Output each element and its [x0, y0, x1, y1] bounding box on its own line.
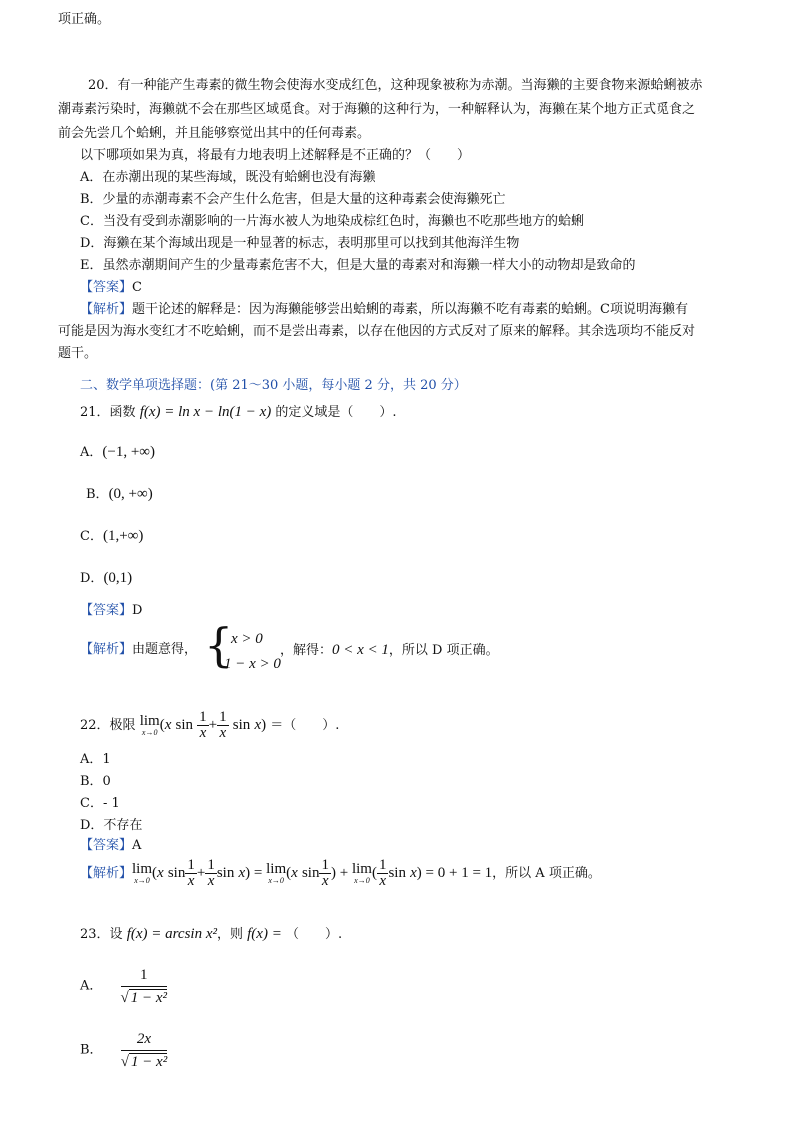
- q22-answer: [80, 838, 141, 854]
- q22-option-c: C．- 1: [80, 796, 120, 811]
- q20-analysis-line3: 题干。: [58, 346, 98, 361]
- option-value: (−1, +∞): [102, 444, 155, 460]
- solution-range: 0 < x < 1: [332, 642, 389, 658]
- answer-value: C: [132, 280, 142, 295]
- analysis-text: 由题意得，: [132, 642, 198, 657]
- q22-stem: 22．极限 lim x→0 (x sin $\frac{1}{x}$ + $\frac{1}{x}$ sin x) ＝（ ）.: [80, 709, 340, 741]
- q21-option-d: [80, 570, 132, 587]
- q23-option-b: [80, 1028, 167, 1073]
- numerator: 2x: [121, 1028, 168, 1051]
- q21-number: 21．函数: [80, 405, 136, 420]
- q23-mid: ，则: [216, 927, 243, 942]
- denominator: 1 − x²: [130, 1054, 168, 1070]
- fraction: $\frac{2x}{\text{√ 1 − x²}}$: [121, 1028, 168, 1073]
- q21-function: f(x) = ln x − ln(1 − x): [139, 404, 272, 420]
- carry-over-text: 项正确。: [58, 12, 111, 27]
- limit-operator: lim x→0: [351, 861, 372, 885]
- q22-option-a: A．1: [80, 752, 111, 767]
- answer-tag: 【答案】: [80, 603, 133, 618]
- option-label: A．: [80, 978, 103, 994]
- q21-answer: [80, 603, 142, 619]
- q23-function: f(x) = arcsin x²: [126, 926, 217, 942]
- analysis-text: ，所以 A 项正确。: [492, 866, 601, 881]
- q20-stem-line1: 20．有一种能产生毒素的微生物会使海水变成红色，这种现象被称为赤潮。当海獭的主要食物来源蛤蜊被赤: [88, 78, 703, 93]
- option-value: (0, +∞): [108, 486, 153, 502]
- section-heading: 二、数学单项选择题：(第 21～30 小题，每小题 2 分，共 20 分）: [80, 378, 467, 393]
- q20-option-d: D．海獭在某个海域出现是一种显著的标志，表明那里可以找到其他海洋生物: [80, 236, 520, 251]
- analysis-tag: 【解析】: [80, 302, 133, 317]
- q20-option-a: A．在赤潮出现的某些海域，既没有蛤蜊也没有海獭: [80, 170, 376, 185]
- q20-stem-line2: 潮毒素污染时，海獭就不会在那些区域觅食。对于海獭的这种行为，一种解释认为，海獭在某个地方正式觅食之: [58, 102, 696, 117]
- q21-option-c: [80, 528, 143, 545]
- q20-option-e: E．虽然赤潮期间产生的少量毒素危害不大，但是大量的毒素对和海獭一样大小的动物却是致命的: [80, 258, 636, 273]
- numerator: 1: [121, 964, 168, 987]
- q23-option-a: [80, 964, 167, 1009]
- lim-text: lim: [139, 713, 160, 729]
- q22-option-d: D．不存在: [80, 818, 143, 833]
- q22-tail: ＝（ ）.: [270, 718, 340, 733]
- q23-stem: [80, 926, 342, 943]
- analysis-tag: 【解析】: [80, 866, 133, 881]
- q21-tail: 的定义域是（ ）.: [275, 405, 397, 420]
- analysis-tag: 【解析】: [80, 642, 133, 657]
- q21-stem: [80, 404, 397, 421]
- q23-tail: （ ）.: [285, 927, 343, 942]
- analysis-text: 题干论述的解释是：因为海獭能够尝出蛤蜊的毒素，所以海獭不吃有毒素的蛤蜊。C项说明海獭有: [132, 302, 688, 317]
- option-label: A．: [80, 445, 103, 460]
- q22-option-b: B．0: [80, 774, 111, 789]
- q21-condition-2: 1 − x > 0: [224, 656, 281, 672]
- fraction: $\frac{1}{\text{√ 1 − x²}}$: [121, 964, 168, 1009]
- limit-result: = 0 + 1 = 1: [425, 865, 493, 881]
- q23-number: 23．设: [80, 927, 123, 942]
- option-label: D．: [80, 571, 104, 586]
- option-label: B．: [80, 1042, 103, 1058]
- q20-option-c: C．当没有受到赤潮影响的一片海水被人为地染成棕红色时，海獭也不吃那些地方的蛤蜊: [80, 214, 584, 229]
- answer-value: A: [132, 838, 142, 853]
- answer-tag: 【答案】: [80, 838, 133, 853]
- option-label: B．: [86, 487, 109, 502]
- option-label: C．: [80, 529, 103, 544]
- fraction: $\frac{1}{x}$: [219, 709, 227, 741]
- system-brace: {: [204, 618, 234, 672]
- q21-condition-1: x > 0: [231, 631, 263, 647]
- q21-option-b: [86, 486, 153, 503]
- denominator: 1 − x²: [130, 990, 168, 1006]
- q22-analysis: 【解析】 lim x→0 (x sin $\frac{1}{x}$ + $\frac{1}{x}$ sin x) = lim x→0 (x sin $\frac{1}{x}$ ) + lim x→0 ( $\frac{1}{x}$ sin x) = 0 + 1 = 1，所以 A 项正确。: [80, 857, 601, 889]
- q20-stem-line3: 前会先尝几个蛤蜊，并且能够察觉出其中的任何毒素。: [58, 126, 371, 141]
- q21-analysis-rest: [280, 642, 499, 659]
- q22-number: 22．极限: [80, 718, 136, 733]
- q20-analysis-line2: 可能是因为海水变红才不吃蛤蜊，而不是尝出毒素，以存在他因的方式反对了原来的解释。其余选项均不能反对: [58, 324, 696, 339]
- q20-analysis-line1: [80, 302, 688, 318]
- analysis-text: ，解得：: [280, 643, 333, 658]
- q20-question: 以下哪项如果为真，将最有力地表明上述解释是不正确的？（ ）: [80, 148, 471, 163]
- option-value: (1,+∞): [102, 528, 144, 544]
- limit-operator: [140, 714, 160, 737]
- q20-option-b: B．少量的赤潮毒素不会产生什么危害，但是大量的这种毒素会使海獭死亡: [80, 192, 506, 207]
- q20-answer: [80, 280, 142, 296]
- limit-operator: lim x→0: [132, 861, 153, 885]
- analysis-text: ，所以 D 项正确。: [388, 643, 499, 658]
- q21-option-a: [80, 444, 155, 461]
- limit-operator: lim x→0: [266, 861, 287, 885]
- fraction: $\frac{1}{x}$: [199, 709, 207, 741]
- lim-subscript: x→0: [141, 728, 158, 737]
- q23-fx: f(x) =: [247, 926, 282, 942]
- answer-value: D: [132, 603, 143, 618]
- answer-tag: 【答案】: [80, 280, 133, 295]
- q21-analysis: [80, 642, 197, 658]
- option-value: (0,1): [103, 570, 133, 586]
